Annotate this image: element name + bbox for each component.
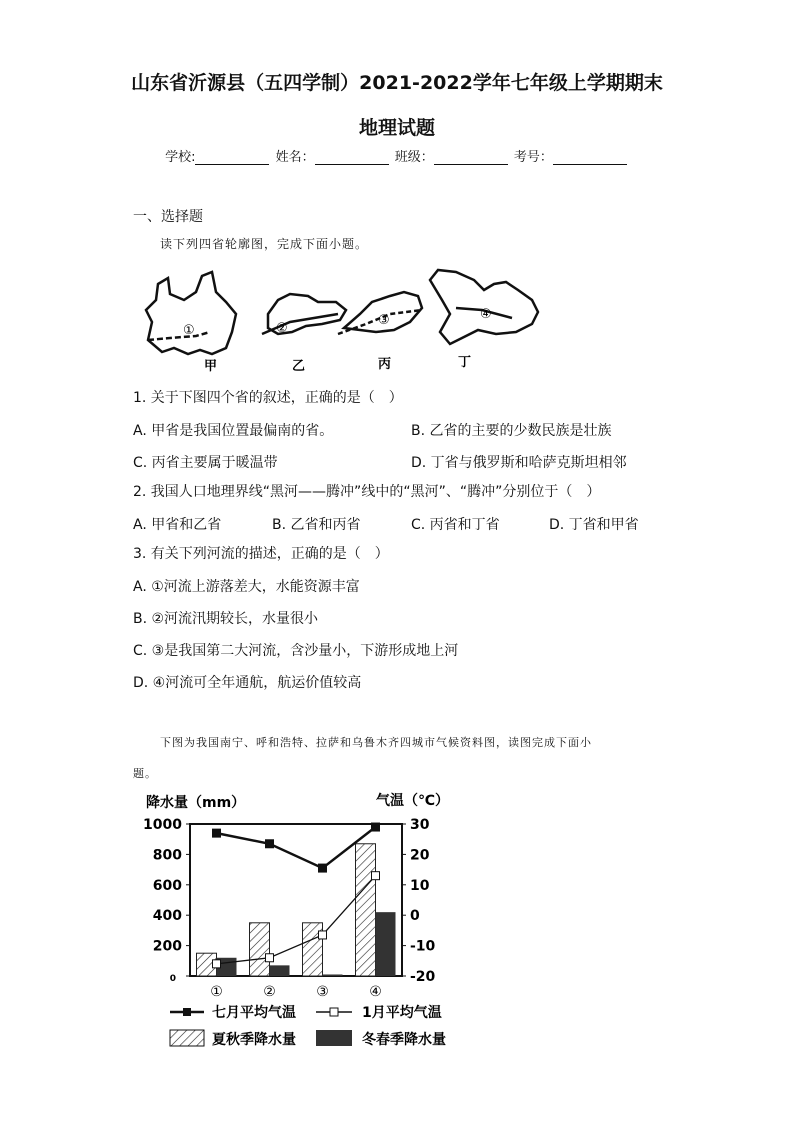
question-3-option-d[interactable]: D. ④河流可全年通航，航运价值较高 bbox=[133, 675, 362, 691]
class-label: 班级： bbox=[394, 150, 434, 165]
question-2-option-b[interactable]: B. 乙省和丙省 bbox=[272, 517, 361, 533]
document-title: 山东省沂源县（五四学制）2021-2022学年七年级上学期期末 bbox=[131, 72, 663, 94]
province-jia-outline bbox=[146, 272, 236, 354]
map-label-jia: 甲 bbox=[204, 359, 218, 374]
summer-precip-bar bbox=[356, 844, 376, 976]
july-temp-line bbox=[217, 827, 376, 868]
river-1-label: ① bbox=[183, 323, 195, 338]
legend-jan-label: 1月平均气温 bbox=[362, 1005, 442, 1021]
jan-temp-point bbox=[213, 960, 221, 968]
right-tick-label: 0 bbox=[410, 908, 420, 925]
legend-july-label: 七月平均气温 bbox=[212, 1005, 296, 1021]
question-2-stem: 2. 我国人口地理界线“黑河——腾冲”线中的“黑河”、“腾冲”分别位于（ ） bbox=[133, 484, 601, 500]
province-outline-maps bbox=[140, 262, 550, 377]
class-blank[interactable] bbox=[434, 151, 508, 165]
school-label: 学校: bbox=[165, 150, 196, 165]
question-1-option-b[interactable]: B. 乙省的主要的少数民族是壮族 bbox=[411, 423, 612, 439]
question-3-stem: 3. 有关下列河流的描述，正确的是（ ） bbox=[133, 546, 389, 562]
group1-instruction: 读下列四省轮廓图，完成下面小题。 bbox=[160, 237, 369, 251]
july-temp-point bbox=[319, 864, 327, 872]
document-subtitle: 地理试题 bbox=[358, 117, 435, 139]
legend-winter-swatch bbox=[316, 1030, 352, 1046]
legend-jan-marker bbox=[330, 1008, 338, 1016]
map-label-ding: 丁 bbox=[458, 355, 472, 370]
july-temp-point bbox=[266, 840, 274, 848]
category-label: ④ bbox=[369, 984, 382, 1000]
question-1-option-c[interactable]: C. 丙省主要属于暖温带 bbox=[133, 455, 278, 471]
category-label: ③ bbox=[316, 984, 329, 1000]
right-tick-label: -10 bbox=[410, 938, 436, 955]
left-tick-label: 0 bbox=[169, 974, 176, 984]
category-label: ① bbox=[210, 984, 223, 1000]
jan-temp-point bbox=[319, 931, 327, 939]
question-2-option-c[interactable]: C. 丙省和丁省 bbox=[411, 517, 500, 533]
winter-precip-bar bbox=[270, 965, 290, 976]
section-heading: 一、选择题 bbox=[133, 209, 203, 225]
left-tick-label: 800 bbox=[152, 847, 182, 864]
right-tick-label: 10 bbox=[410, 877, 430, 894]
right-axis-label: 气温（℃） bbox=[376, 793, 449, 809]
jan-temp-point bbox=[266, 954, 274, 962]
question-1-option-d[interactable]: D. 丁省与俄罗斯和哈萨克斯坦相邻 bbox=[411, 455, 627, 471]
province-jia-river bbox=[148, 332, 210, 340]
question-1-stem: 1. 关于下图四个省的叙述，正确的是（ ） bbox=[133, 390, 403, 406]
jan-temp-point bbox=[372, 872, 380, 880]
left-tick-label: 200 bbox=[152, 938, 182, 955]
legend-july-marker bbox=[183, 1008, 191, 1016]
legend-summer-label: 夏秋季降水量 bbox=[212, 1032, 296, 1048]
winter-precip-bar bbox=[376, 912, 396, 976]
river-3-label: ③ bbox=[378, 313, 390, 328]
student-info-line bbox=[0, 146, 794, 165]
group2-instruction-line1: 下图为我国南宁、呼和浩特、拉萨和乌鲁木齐四城市气候资料图，读图完成下面小 bbox=[160, 736, 592, 749]
exam-no-label: 考号： bbox=[513, 150, 553, 165]
legend-winter-label: 冬春季降水量 bbox=[362, 1032, 446, 1048]
climate-chart bbox=[140, 788, 470, 1058]
question-1-option-a[interactable]: A. 甲省是我国位置最偏南的省。 bbox=[133, 423, 334, 439]
winter-precip-bar bbox=[323, 974, 343, 976]
name-blank[interactable] bbox=[315, 151, 389, 165]
jan-temp-line bbox=[217, 876, 376, 964]
river-2-label: ② bbox=[276, 321, 288, 336]
left-axis-label: 降水量（mm） bbox=[146, 795, 246, 811]
summer-precip-bar bbox=[250, 923, 270, 976]
category-label: ② bbox=[263, 984, 276, 1000]
exam-no-blank[interactable] bbox=[553, 151, 627, 165]
left-tick-label: 400 bbox=[152, 908, 182, 925]
july-temp-point bbox=[213, 829, 221, 837]
question-3-option-b[interactable]: B. ②河流汛期较长，水量很小 bbox=[133, 611, 319, 627]
school-blank[interactable] bbox=[195, 151, 269, 165]
left-tick-label: 600 bbox=[152, 877, 182, 894]
right-tick-label: 30 bbox=[410, 817, 430, 833]
legend-summer-swatch bbox=[170, 1030, 204, 1046]
left-tick-label: 1000 bbox=[143, 817, 182, 833]
group2-instruction-line2: 题。 bbox=[133, 767, 157, 780]
name-label: 姓名： bbox=[275, 150, 315, 165]
july-temp-point bbox=[372, 823, 380, 831]
map-label-yi: 乙 bbox=[292, 359, 306, 374]
question-2-option-a[interactable]: A. 甲省和乙省 bbox=[133, 517, 222, 533]
right-tick-label: 20 bbox=[410, 847, 430, 864]
right-tick-label: -20 bbox=[410, 969, 436, 985]
question-3-option-c[interactable]: C. ③是我国第二大河流，含沙量小，下游形成地上河 bbox=[133, 643, 459, 659]
question-2-option-d[interactable]: D. 丁省和甲省 bbox=[549, 517, 639, 533]
question-3-option-a[interactable]: A. ①河流上游落差大，水能资源丰富 bbox=[133, 579, 360, 595]
map-label-bing: 丙 bbox=[378, 357, 392, 372]
river-4-label: ④ bbox=[480, 307, 492, 322]
